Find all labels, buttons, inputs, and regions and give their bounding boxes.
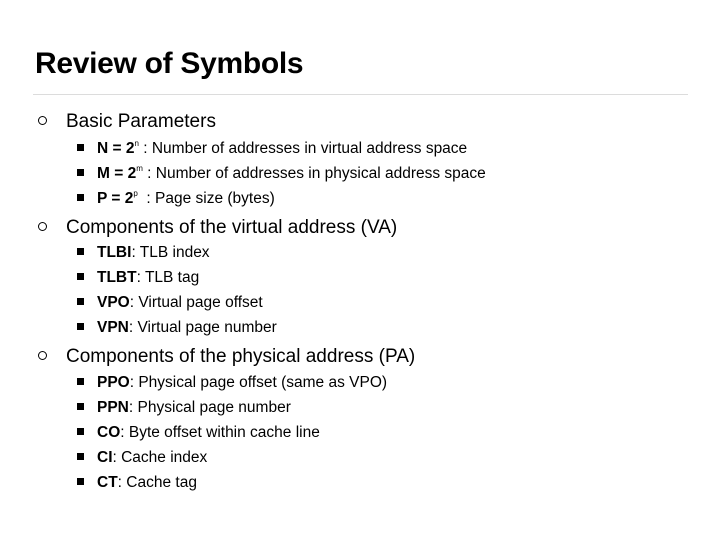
- term: VPN: [97, 319, 129, 336]
- term-description: : Byte offset within cache line: [120, 424, 320, 441]
- list-item-text: [97, 189, 275, 209]
- square-bullet-icon: [77, 323, 84, 330]
- list-item-text: [97, 473, 197, 493]
- list-item-text: [97, 243, 210, 263]
- term-description: : Virtual page offset: [129, 294, 263, 311]
- hollow-circle-bullet-icon: [38, 222, 47, 231]
- square-bullet-icon: [77, 169, 84, 176]
- param-prefix: P = 2: [97, 190, 134, 207]
- section-heading: Components of the physical address (PA): [66, 346, 416, 367]
- square-bullet-icon: [77, 478, 84, 485]
- list-item-text: [97, 398, 291, 418]
- param-description: : Number of addresses in physical address space: [142, 165, 486, 182]
- term-description: : Physical page offset (same as VPO): [129, 374, 388, 391]
- term: CO: [97, 424, 121, 441]
- term: TLBT: [97, 269, 137, 286]
- list-item-text: [97, 318, 277, 338]
- section-heading: Basic Parameters: [66, 111, 216, 132]
- square-bullet-icon: [77, 194, 84, 201]
- square-bullet-icon: [77, 248, 84, 255]
- term: CT: [97, 474, 118, 491]
- param-prefix: N = 2: [97, 140, 135, 157]
- hollow-circle-bullet-icon: [38, 351, 47, 360]
- square-bullet-icon: [77, 453, 84, 460]
- param-description: : Page size (bytes): [137, 190, 275, 207]
- term: CI: [97, 449, 113, 466]
- square-bullet-icon: [77, 378, 84, 385]
- param-exponent: p: [133, 189, 138, 198]
- term: PPN: [97, 399, 129, 416]
- hollow-circle-bullet-icon: [38, 116, 47, 125]
- title-divider: [33, 94, 688, 95]
- param-prefix: M = 2: [97, 165, 137, 182]
- term: TLBI: [97, 244, 132, 261]
- term: PPO: [97, 374, 130, 391]
- square-bullet-icon: [77, 403, 84, 410]
- square-bullet-icon: [77, 428, 84, 435]
- term-description: : Cache tag: [117, 474, 197, 491]
- list-item-text: [97, 293, 263, 313]
- square-bullet-icon: [77, 144, 84, 151]
- term-description: : TLB index: [131, 244, 210, 261]
- list-item-text: [97, 268, 199, 288]
- square-bullet-icon: [77, 273, 84, 280]
- section-heading: Components of the virtual address (VA): [66, 217, 398, 238]
- square-bullet-icon: [77, 298, 84, 305]
- list-item-text: [97, 448, 207, 468]
- list-item-text: [97, 423, 320, 443]
- term-description: : Physical page number: [128, 399, 291, 416]
- term-description: : Virtual page number: [128, 319, 277, 336]
- term: VPO: [97, 294, 130, 311]
- term-description: : Cache index: [112, 449, 208, 466]
- param-description: : Number of addresses in virtual address space: [138, 140, 468, 157]
- list-item-text: [97, 139, 467, 159]
- list-item-text: [97, 373, 387, 393]
- list-item-text: [97, 164, 486, 184]
- param-exponent: n: [134, 139, 139, 148]
- param-exponent: m: [136, 164, 143, 173]
- term-description: : TLB tag: [136, 269, 200, 286]
- slide-title: Review of Symbols: [35, 47, 304, 80]
